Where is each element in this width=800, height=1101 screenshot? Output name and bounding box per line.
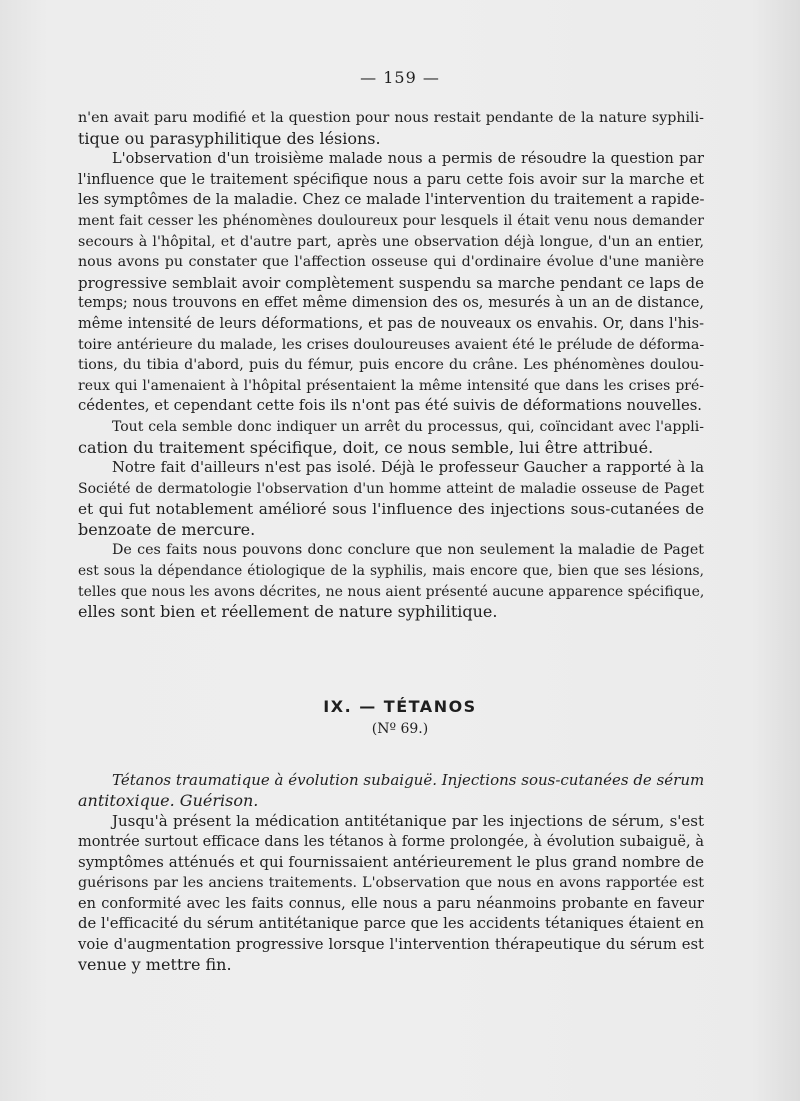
text-line: en conformité avec les faits connus, elle nous a paru néanmoins probante en faveur: [78, 895, 704, 912]
text-line: Tout cela semble donc indiquer un arrêt du processus, qui, coïncidant avec l'appli-: [112, 418, 704, 435]
body-text-section-1: [78, 108, 704, 623]
text-line: est sous la dépendance étiologique de la syphilis, mais encore que, bien que ses lésions,: [78, 563, 704, 580]
text-line: toire antérieure du malade, les crises douloureuses avaient été le prélude de déforma-: [78, 336, 705, 353]
text-line: guérisons par les anciens traitements. L'observation que nous en avons rapportée est: [78, 874, 704, 891]
text-line: n'en avait paru modifié et la question pour nous restait pendante de la nature syphili-: [78, 110, 704, 126]
text-line: les symptômes de la maladie. Chez ce malade l'intervention du traitement a rapide-: [78, 191, 705, 209]
text-line: l'influence que le traitement spécifique nous a paru cette fois avoir sur la marche et: [78, 171, 704, 188]
section-title: IX. — TÉTANOS: [323, 697, 477, 716]
text-line: progressive semblait avoir complètement suspendu sa marche pendant ce laps de: [78, 273, 704, 292]
text-line: L'observation d'un troisième malade nous a permis de résoudre la question par: [112, 151, 704, 168]
text-line: Notre fait d'ailleurs n'est pas isolé. Déjà le professeur Gaucher a rapporté à la: [112, 459, 704, 477]
text-line: et qui fut notablement amélioré sous l'influence des injections sous-cutanées de: [78, 500, 704, 519]
text-line: De ces faits nous pouvons donc conclure que non seulement la maladie de Paget: [112, 542, 704, 559]
text-line: voie d'augmentation progressive lorsque l'intervention thérapeutique du sérum est: [78, 935, 704, 953]
text-line: Tétanos traumatique à évolution subaiguë. Injections sous-cutanées de sérum: [112, 771, 705, 789]
text-line: temps; nous trouvons en effet même dimension des os, mesurés à un an de distance,: [78, 295, 704, 312]
section-number: (Nº 69.): [371, 721, 429, 737]
text-line: cédentes, et cependant cette fois ils n'ont pas été suivis de déformations nouvelles.: [78, 397, 702, 415]
text-line: même intensité de leurs déformations, et pas de nouveaux os envahis. Or, dans l'his-: [78, 315, 704, 332]
text-line: telles que nous les avons décrites, ne nous aient présenté aucune apparence spécifique,: [78, 583, 705, 600]
text-line: nous avons pu constater que l'affection osseuse qui d'ordinaire évolue d'une manière: [78, 254, 704, 271]
text-line: antitoxique. Guérison.: [78, 790, 259, 810]
text-line: tions, du tibia d'abord, puis du fémur, puis encore du crâne. Les phénomènes doulou-: [78, 357, 704, 374]
body-text-section-2: [78, 770, 704, 976]
text-line: de l'efficacité du sérum antitétanique parce que les accidents tétaniques étaient en: [78, 915, 704, 933]
page-number: — 159 —: [360, 68, 440, 87]
text-line: secours à l'hôpital, et d'autre part, après une observation déjà longue, d'un an entier,: [78, 233, 704, 250]
text-line: elles sont bien et réellement de nature syphilitique.: [78, 602, 498, 622]
text-line: reux qui l'amenaient à l'hôpital présentaient la même intensité que dans les crises pré-: [78, 377, 704, 394]
text-line: Jusqu'à présent la médication antitétanique par les injections de sérum, s'est: [112, 812, 704, 831]
text-line: cation du traitement spécifique, doit, ce nous semble, lui être attribué.: [78, 437, 654, 457]
text-line: tique ou parasyphilitique des lésions.: [78, 128, 381, 148]
text-line: montrée surtout efficace dans les tétanos à forme prolongée, à évolution subaiguë, à: [78, 833, 704, 850]
text-line: symptômes atténués et qui fournissaient antérieurement le plus grand nombre de: [78, 853, 704, 872]
text-line: Société de dermatologie l'observation d'un homme atteint de maladie osseuse de Paget: [78, 480, 704, 497]
text-line: benzoate de mercure.: [78, 519, 256, 539]
text-line: venue y mettre fin.: [78, 955, 232, 975]
text-line: ment fait cesser les phénomènes douloureux pour lesquels il était venu nous demander: [78, 212, 704, 229]
